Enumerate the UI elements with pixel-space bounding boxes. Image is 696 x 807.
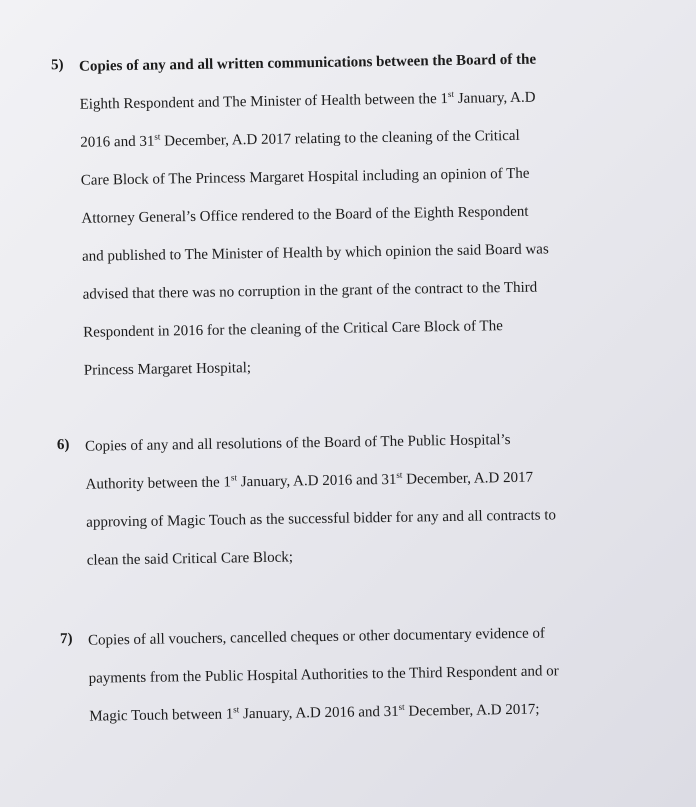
list-item-5 <box>51 48 656 399</box>
item-line: approving of Magic Touch as the successful bidder for any and all contracts to <box>86 507 557 531</box>
item-line: Eighth Respondent and The Minister of Health between the 1st January, A.D <box>79 88 536 113</box>
list-item-7 <box>60 622 662 745</box>
item-line: Copies of all vouchers, cancelled cheques or other documentary evidence of <box>87 625 546 649</box>
item-line: advised that there was no corruption in the grant of the contract to the Third <box>82 279 538 303</box>
item-line: Attorney General’s Office rendered to the Board of the Eighth Respondent <box>81 203 529 227</box>
item-line: and published to The Minister of Health by which opinion the said Board was <box>81 241 549 265</box>
item-line: Princess Margaret Hospital; <box>83 360 252 379</box>
list-item-6 <box>57 428 659 589</box>
item-line: Magic Touch between 1st January, A.D 2016 and 31st December, A.D 2017; <box>89 701 540 725</box>
item-number: 6) <box>56 436 70 454</box>
item-line: Authority between the 1st January, A.D 2016 and 31st December, A.D 2017 <box>85 469 534 493</box>
item-line: clean the said Critical Care Block; <box>86 549 294 569</box>
item-number: 7) <box>59 630 73 648</box>
item-line: Care Block of The Princess Margaret Hospital including an opinion of The <box>80 165 530 189</box>
item-line: Copies of any and all written communications between the Board of the <box>78 51 537 75</box>
item-line: Copies of any and all resolutions of the Board of The Public Hospital’s <box>84 432 511 455</box>
item-line: 2016 and 31st December, A.D 2017 relating to the cleaning of the Critical <box>80 127 520 151</box>
item-line: payments from the Public Hospital Authorities to the Third Respondent and or <box>88 663 559 687</box>
item-number: 5) <box>50 57 64 74</box>
item-line: Respondent in 2016 for the cleaning of the Critical Care Block of The <box>83 318 503 341</box>
